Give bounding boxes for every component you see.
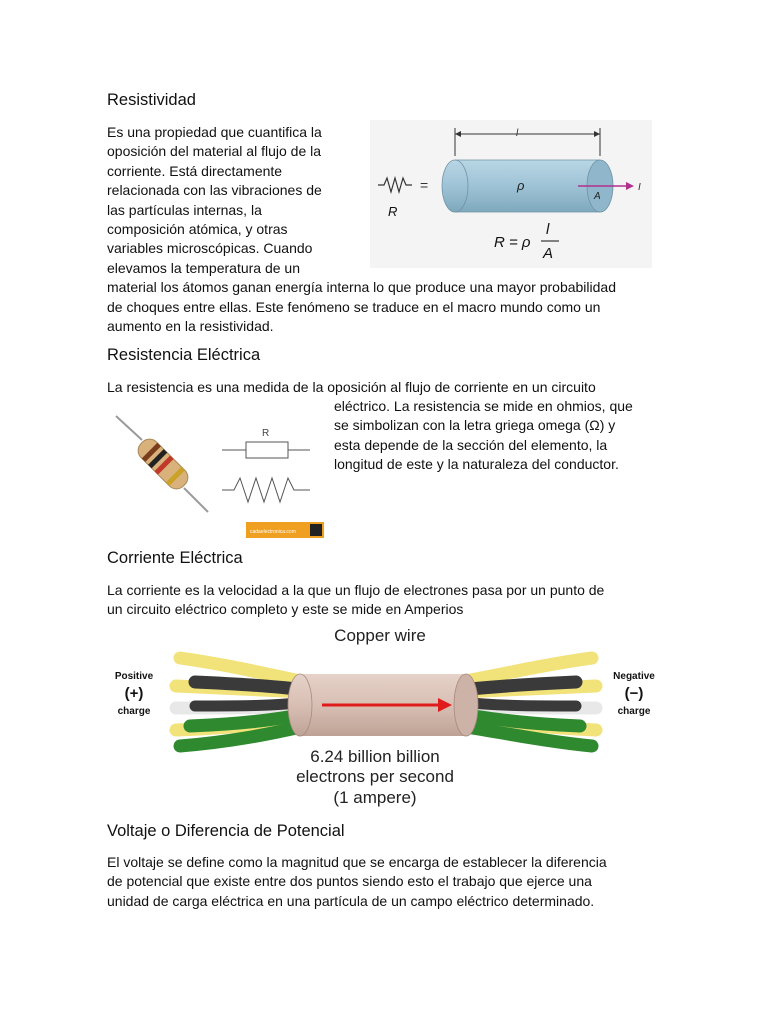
formula-numerator: l bbox=[546, 221, 550, 238]
heading-resistencia: Resistencia Eléctrica bbox=[107, 346, 261, 364]
equals-sign: = bbox=[420, 177, 429, 193]
text-line: se simbolizan con la letra griega omega (Ω) y bbox=[334, 417, 616, 434]
resistor-lead-left bbox=[116, 416, 142, 440]
caption-line1: 6.24 billion billion bbox=[310, 747, 440, 766]
resistor-symbol-label: R bbox=[262, 428, 270, 439]
positive-sign: (+) bbox=[124, 685, 144, 702]
positive-label: Positive bbox=[114, 671, 154, 682]
text-line: La corriente es la velocidad a la que un flujo de electrones pasa por un punto de bbox=[107, 582, 605, 598]
negative-label: Negative bbox=[613, 671, 655, 682]
text-line: longitud de este y la naturaleza del conductor. bbox=[334, 456, 619, 473]
text-line: oposición del material al flujo de la bbox=[107, 143, 322, 160]
formula-lhs: R = ρ bbox=[494, 234, 531, 251]
cylinder-left-end bbox=[442, 160, 468, 212]
heading-voltaje: Voltaje o Diferencia de Potencial bbox=[107, 822, 345, 840]
paragraph-corriente bbox=[107, 581, 667, 620]
heading-corriente: Corriente Eléctrica bbox=[107, 549, 243, 567]
paragraph-resistencia-rest bbox=[334, 397, 664, 475]
right-wire-bundle bbox=[460, 658, 596, 746]
text-line: unidad de carga eléctrica en una partícula de un campo eléctrico determinado. bbox=[107, 892, 595, 909]
text-line: de choques entre ellas. Este fenómeno se traduce en el macro mundo como un bbox=[107, 298, 601, 315]
text-line: corriente. Está directamente bbox=[107, 162, 283, 179]
heading-resistividad: Resistividad bbox=[107, 91, 196, 109]
text-line: esta depende de la sección del elemento, la bbox=[334, 436, 608, 453]
caption-line3: (1 ampere) bbox=[333, 788, 417, 807]
caption-line2: electrons per second bbox=[296, 767, 454, 786]
zigzag-resistor-symbol-icon bbox=[222, 478, 310, 502]
text-line: composición atómica, y otras bbox=[107, 221, 288, 238]
text-line: aumento en la resistividad. bbox=[107, 318, 274, 335]
watermark-chip-icon bbox=[310, 524, 322, 536]
resistor-figure bbox=[112, 410, 330, 540]
text-line: variables microscópicas. Cuando bbox=[107, 240, 313, 257]
positive-charge-label: charge bbox=[117, 706, 151, 717]
length-label: l bbox=[516, 128, 519, 139]
copper-wire-title: Copper wire bbox=[334, 626, 426, 645]
paragraph-resistencia-line0 bbox=[107, 378, 667, 397]
resistor-label: R bbox=[388, 204, 398, 219]
text-line: un circuito eléctrico completo y este se mide en Amperios bbox=[107, 601, 464, 618]
resistivity-cylinder-figure bbox=[370, 120, 652, 268]
rho-label: ρ bbox=[517, 178, 525, 193]
text-line: las partículas internas, la bbox=[107, 201, 262, 218]
sheath-right-end bbox=[454, 674, 478, 736]
text-line: material los átomos ganan energía interna lo que produce una mayor probabilidad bbox=[107, 279, 616, 296]
area-label: A bbox=[594, 191, 601, 202]
text-line: Es una propiedad que cuantifica la bbox=[107, 124, 322, 140]
resistor-body-icon bbox=[134, 435, 192, 493]
negative-charge-label: charge bbox=[617, 706, 651, 717]
sheath-left-end bbox=[288, 674, 312, 736]
paragraph-voltaje bbox=[107, 853, 667, 911]
text-line: El voltaje se define como la magnitud que se encarga de establecer la diferencia bbox=[107, 854, 607, 870]
copper-wire-figure bbox=[110, 620, 662, 810]
text-line: eléctrico. La resistencia se mide en ohmios, que bbox=[334, 398, 633, 414]
text-line: La resistencia es una medida de la oposición al flujo de corriente en un circuito bbox=[107, 379, 596, 395]
negative-sign: (−) bbox=[624, 685, 644, 702]
formula-denominator: A bbox=[543, 245, 554, 262]
box-resistor-symbol-icon bbox=[246, 442, 288, 458]
left-wire-bundle bbox=[176, 658, 305, 746]
text-line: de potencial que existe entre dos puntos siendo esto el trabajo que ejerce una bbox=[107, 873, 592, 890]
watermark-text: cadaelectronica.com bbox=[250, 529, 296, 535]
text-line: relacionada con las vibraciones de bbox=[107, 182, 322, 199]
text-line: elevamos la temperatura de un bbox=[107, 259, 300, 276]
current-label: I bbox=[638, 182, 641, 193]
resistor-lead-right bbox=[184, 488, 208, 512]
